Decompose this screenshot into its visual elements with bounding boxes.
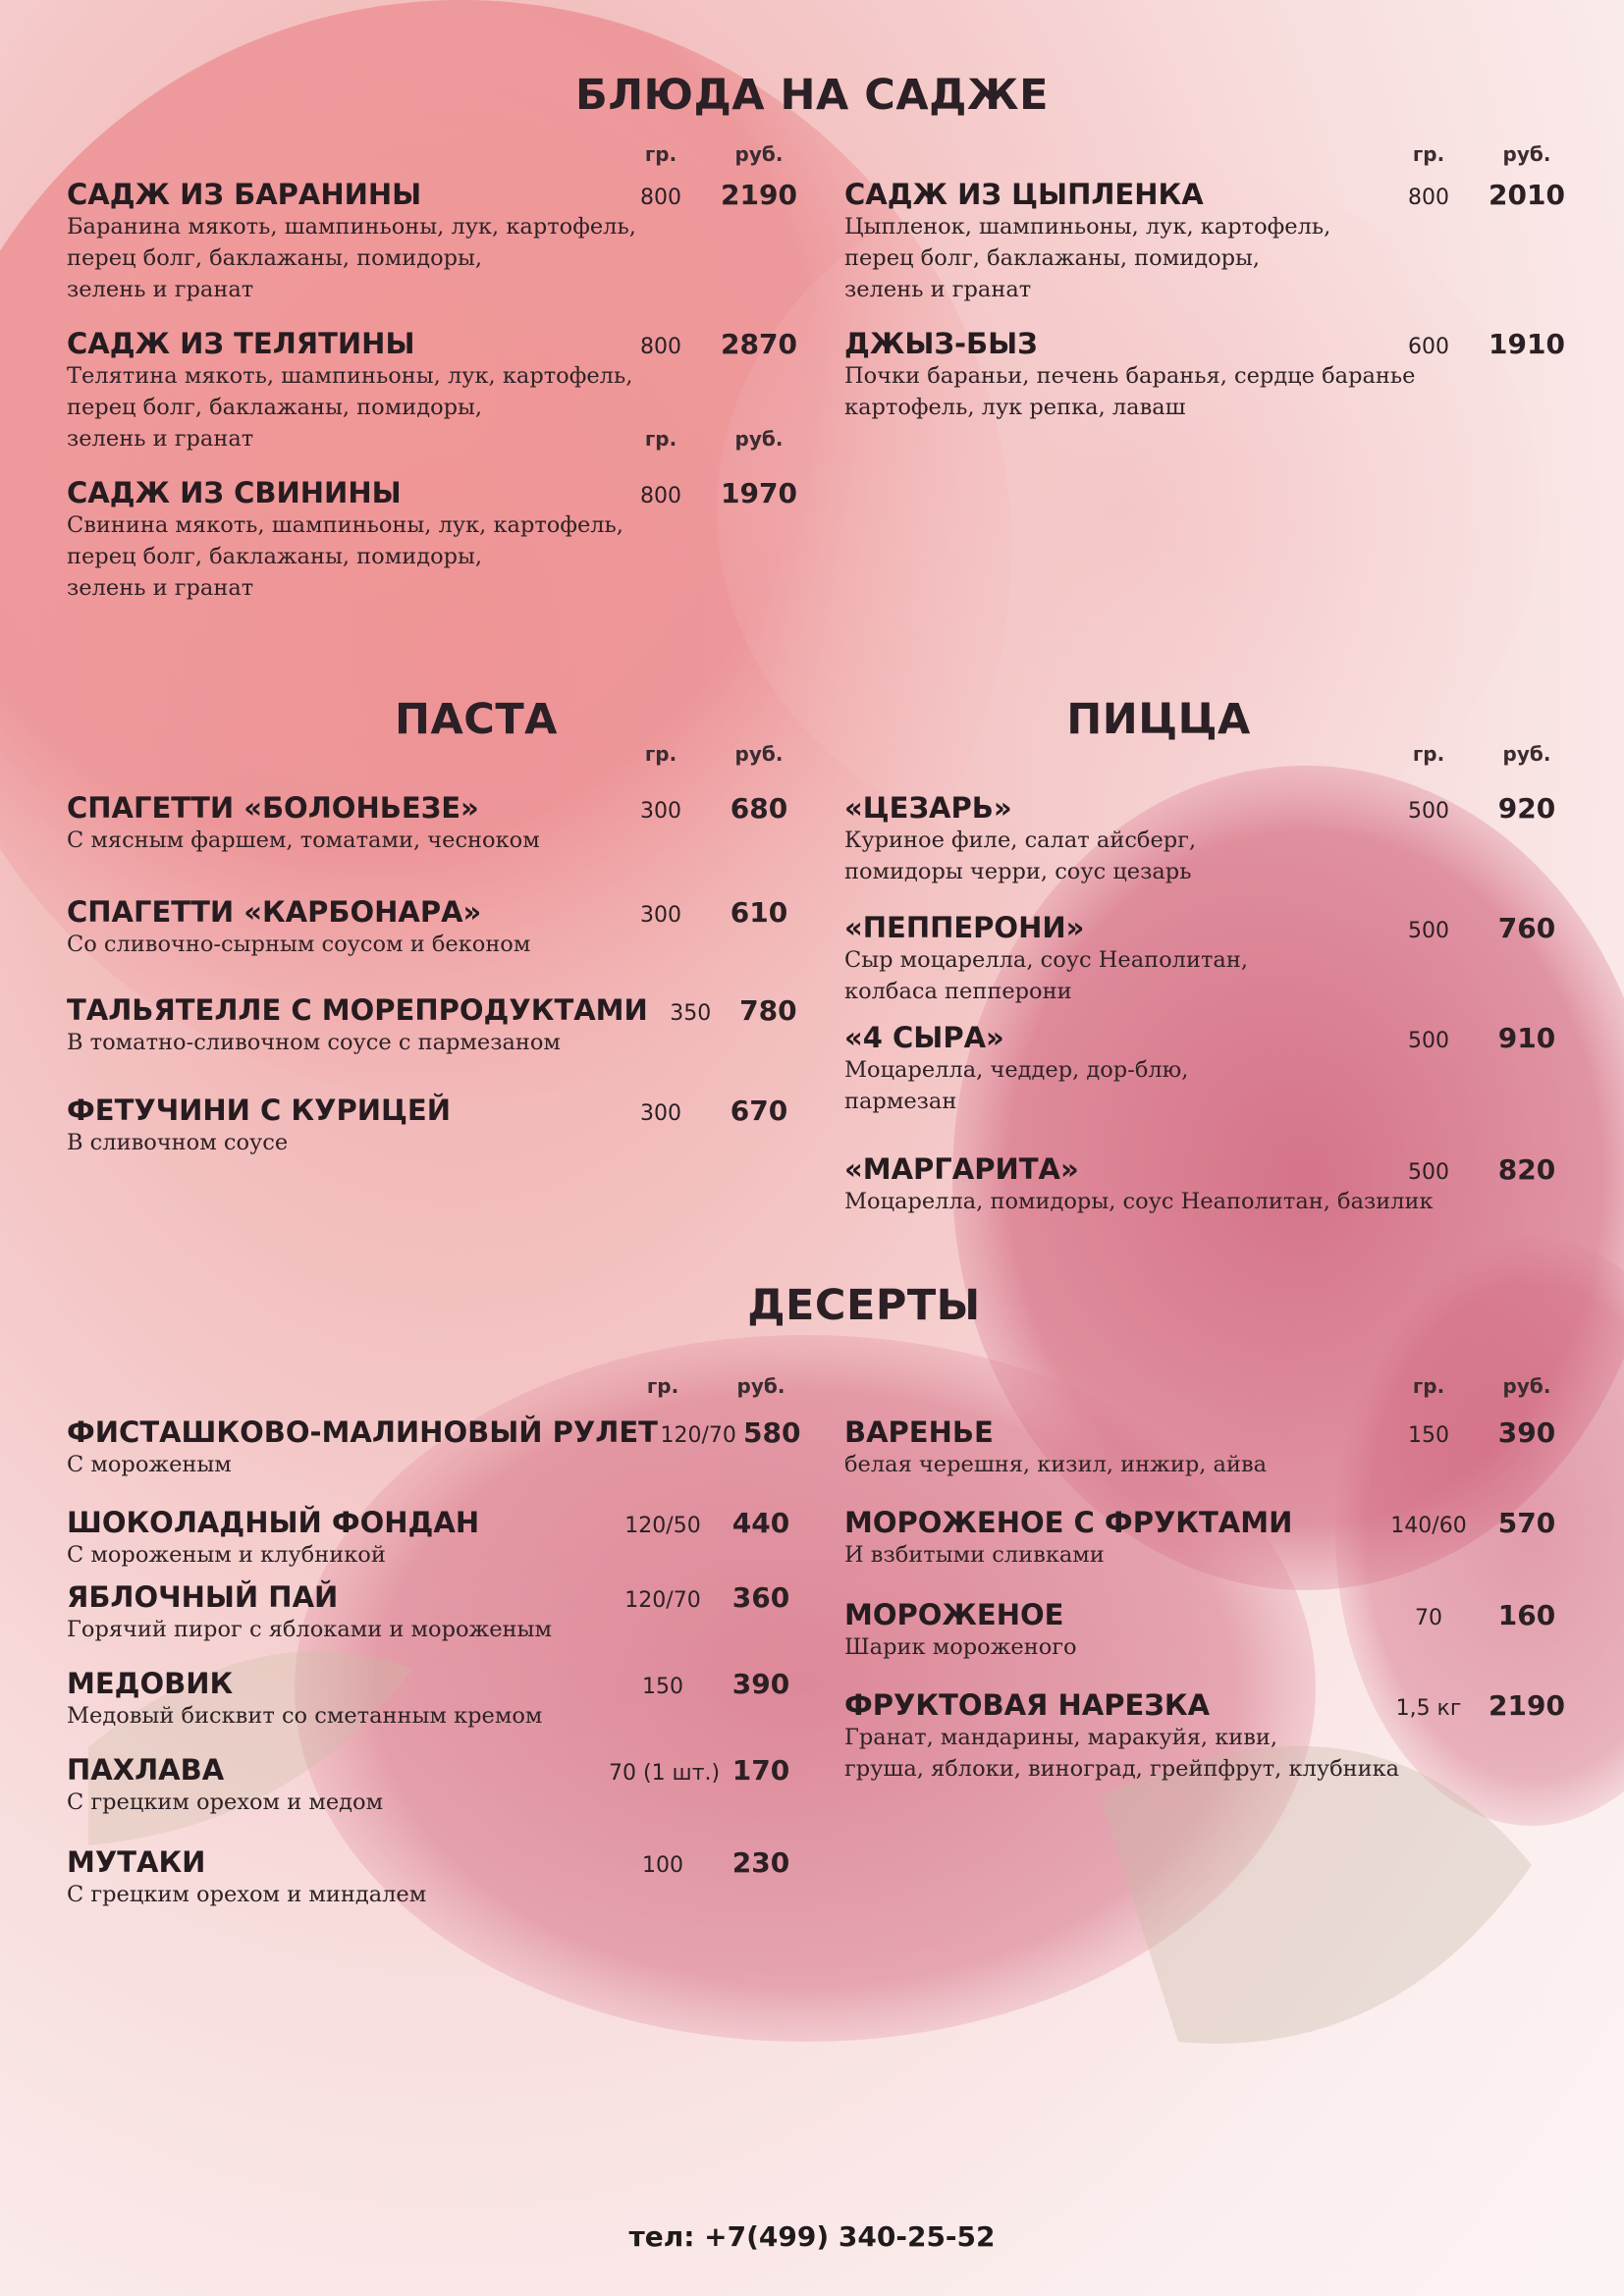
menu-item	[67, 1415, 805, 1480]
item-description: В сливочном соусе	[67, 1130, 289, 1155]
item-description: Шарик мороженого	[844, 1634, 1077, 1660]
item-price: 440	[731, 1507, 790, 1539]
item-price: 360	[731, 1581, 790, 1614]
item-weight: 300	[640, 903, 681, 928]
item-weight: 500	[1408, 1160, 1449, 1185]
item-description: С мясным фаршем, томатами, чесноком	[67, 828, 540, 853]
item-description: Почки бараньи, печень баранья, сердце баранье картофель, лук репка, лаваш	[844, 363, 1416, 420]
item-name: МЕДОВИК	[67, 1667, 234, 1700]
menu-item	[67, 1753, 805, 1818]
item-price: 680	[730, 792, 788, 825]
item-description: Цыпленок, шампиньоны, лук, картофель, перец болг, баклажаны, помидоры, зелень и гранат	[844, 214, 1331, 302]
item-weight: 350	[670, 1001, 712, 1026]
units-header: гр. руб.	[1412, 142, 1551, 166]
item-price: 2190	[721, 179, 797, 211]
item-description: Баранина мякоть, шампиньоны, лук, картофель, перец болг, баклажаны, помидоры, зелень и гранат	[67, 214, 636, 302]
menu-item	[844, 1021, 1571, 1117]
item-price: 390	[1497, 1416, 1556, 1449]
item-name: ПАХЛАВА	[67, 1753, 225, 1787]
section-title-pizza: ПИЦЦА	[1066, 695, 1251, 744]
item-weight: 600	[1408, 335, 1449, 359]
item-description: С грецким орехом и миндалем	[67, 1882, 427, 1907]
menu-item	[67, 1094, 803, 1158]
menu-item	[67, 476, 803, 604]
menu-item	[67, 1667, 805, 1732]
item-price: 170	[731, 1754, 790, 1787]
item-price: 1970	[721, 477, 797, 509]
item-description: Гранат, мандарины, маракуйя, киви, груша, яблоки, виноград, грейпфрут, клубника	[844, 1725, 1400, 1782]
item-price: 2870	[721, 328, 797, 360]
item-name: ФРУКТОВАЯ НАРЕЗКА	[844, 1688, 1211, 1722]
units-header: гр. руб.	[1412, 742, 1551, 766]
item-name: САДЖ ИЗ СВИНИНЫ	[67, 476, 402, 509]
menu-item	[67, 1580, 805, 1645]
item-description: В томатно-сливочном соусе с пармезаном	[67, 1030, 561, 1055]
units-header: гр. руб.	[646, 1374, 785, 1398]
item-weight: 500	[1408, 1029, 1449, 1053]
menu-item	[844, 1506, 1571, 1571]
item-description: белая черешня, кизил, инжир, айва	[844, 1452, 1268, 1477]
menu-item	[844, 911, 1571, 1007]
item-name: ДЖЫЗ-БЫЗ	[844, 327, 1038, 360]
item-price: 920	[1497, 792, 1556, 825]
item-description: Медовый бисквит со сметанным кремом	[67, 1703, 543, 1729]
item-weight: 100	[642, 1853, 683, 1878]
item-weight: 150	[1408, 1423, 1449, 1448]
item-price: 2010	[1489, 179, 1565, 211]
units-header: гр. руб.	[1412, 1374, 1551, 1398]
item-description: Моцарелла, чеддер, дор-блю, пармезан	[844, 1057, 1189, 1114]
item-name: САДЖ ИЗ ТЕЛЯТИНЫ	[67, 327, 415, 360]
item-price: 760	[1497, 912, 1556, 944]
section-title-pasta: ПАСТА	[395, 695, 558, 744]
item-price: 570	[1497, 1507, 1556, 1539]
item-weight: 1,5 кг	[1395, 1696, 1462, 1721]
units-header: гр. руб.	[644, 742, 784, 766]
menu-item	[844, 1688, 1571, 1785]
item-description: Сыр моцарелла, соус Неаполитан, колбаса пепперони	[844, 947, 1248, 1004]
item-name: МОРОЖЕНОЕ	[844, 1598, 1064, 1631]
item-name: ШОКОЛАДНЫЙ ФОНДАН	[67, 1506, 480, 1539]
sadj-left-column	[67, 142, 803, 604]
item-price: 580	[743, 1416, 801, 1449]
menu-item	[844, 1415, 1571, 1480]
item-name: ТАЛЬЯТЕЛЛЕ С МОРЕПРОДУКТАМИ	[67, 993, 648, 1027]
item-weight: 120/70	[624, 1588, 701, 1613]
item-weight: 800	[1408, 186, 1449, 210]
item-price: 230	[731, 1846, 790, 1879]
item-description: Куриное филе, салат айсберг, помидоры черри, соус цезарь	[844, 828, 1197, 884]
menu-item	[844, 1598, 1571, 1663]
item-price: 820	[1497, 1153, 1556, 1186]
desserts-right-column	[844, 1374, 1571, 1785]
item-name: САДЖ ИЗ БАРАНИНЫ	[67, 178, 422, 211]
item-name: МОРОЖЕНОЕ С ФРУКТАМИ	[844, 1506, 1293, 1539]
item-weight: 300	[640, 1101, 681, 1126]
menu-item	[67, 895, 803, 960]
menu-item	[67, 1506, 805, 1571]
item-weight: 800	[640, 335, 681, 359]
item-description: Со сливочно-сырным соусом и беконом	[67, 932, 531, 957]
item-weight: 800	[640, 484, 681, 508]
item-price: 390	[731, 1668, 790, 1700]
menu-item	[844, 327, 1571, 423]
menu-item	[67, 178, 803, 305]
item-price: 670	[730, 1095, 788, 1127]
item-price: 2190	[1489, 1689, 1565, 1722]
item-weight: 120/50	[624, 1514, 701, 1538]
item-price: 780	[739, 994, 797, 1027]
item-weight: 70	[1415, 1606, 1442, 1630]
item-description: Моцарелла, помидоры, соус Неаполитан, базилик	[844, 1189, 1434, 1214]
menu-item	[844, 1152, 1571, 1217]
item-name: ФИСТАШКОВО-МАЛИНОВЫЙ РУЛЕТ	[67, 1415, 658, 1449]
item-weight: 500	[1408, 919, 1449, 943]
item-weight: 120/70	[660, 1423, 736, 1448]
item-price: 160	[1497, 1599, 1556, 1631]
item-weight: 140/60	[1390, 1514, 1467, 1538]
item-weight: 150	[642, 1675, 683, 1699]
item-description: Свинина мякоть, шампиньоны, лук, картофель, перец болг, баклажаны, помидоры, зелень и гранат	[67, 512, 623, 601]
menu-item	[844, 791, 1571, 887]
menu-item	[844, 178, 1571, 305]
item-description: С грецким орехом и медом	[67, 1789, 384, 1815]
item-description: С мороженым и клубникой	[67, 1542, 386, 1568]
pizza-column	[844, 742, 1571, 1217]
menu-item	[67, 1845, 805, 1910]
item-name: СПАГЕТТИ «БОЛОНЬЕЗЕ»	[67, 791, 479, 825]
units-header: гр. руб.	[644, 427, 784, 451]
item-weight: 70 (1 шт.)	[609, 1761, 721, 1786]
item-name: «4 СЫРА»	[844, 1021, 1004, 1054]
desserts-left-column	[67, 1374, 805, 1910]
item-name: «ПЕППЕРОНИ»	[844, 911, 1085, 944]
footer-phone: тел: +7(499) 340-25-52	[628, 2220, 996, 2253]
item-name: ЯБЛОЧНЫЙ ПАЙ	[67, 1580, 339, 1614]
item-name: ФЕТУЧИНИ С КУРИЦЕЙ	[67, 1094, 452, 1127]
item-description: С мороженым	[67, 1452, 232, 1477]
item-price: 1910	[1489, 328, 1565, 360]
units-header: гр. руб.	[644, 142, 784, 166]
item-description: Телятина мякоть, шампиньоны, лук, картофель, перец болг, баклажаны, помидоры, зелень и гранат	[67, 363, 633, 452]
item-name: «МАРГАРИТА»	[844, 1152, 1079, 1186]
item-name: САДЖ ИЗ ЦЫПЛЕНКА	[844, 178, 1204, 211]
section-title-desserts: ДЕСЕРТЫ	[747, 1281, 981, 1330]
item-price: 910	[1497, 1022, 1556, 1054]
menu-item	[67, 791, 803, 856]
item-weight: 800	[640, 186, 681, 210]
item-weight: 500	[1408, 799, 1449, 824]
item-name: МУТАКИ	[67, 1845, 206, 1879]
item-weight: 300	[640, 799, 681, 824]
item-description: Горячий пирог с яблоками и мороженым	[67, 1617, 552, 1642]
menu-item	[67, 993, 803, 1058]
item-name: ВАРЕНЬЕ	[844, 1415, 994, 1449]
item-name: «ЦЕЗАРЬ»	[844, 791, 1012, 825]
item-price: 610	[730, 896, 788, 929]
item-description: И взбитыми сливками	[844, 1542, 1105, 1568]
item-name: СПАГЕТТИ «КАРБОНАРА»	[67, 895, 482, 929]
section-title-sadj: БЛЮДА НА САДЖЕ	[575, 71, 1049, 120]
sadj-right-column	[844, 142, 1571, 423]
pasta-column	[67, 742, 803, 1158]
